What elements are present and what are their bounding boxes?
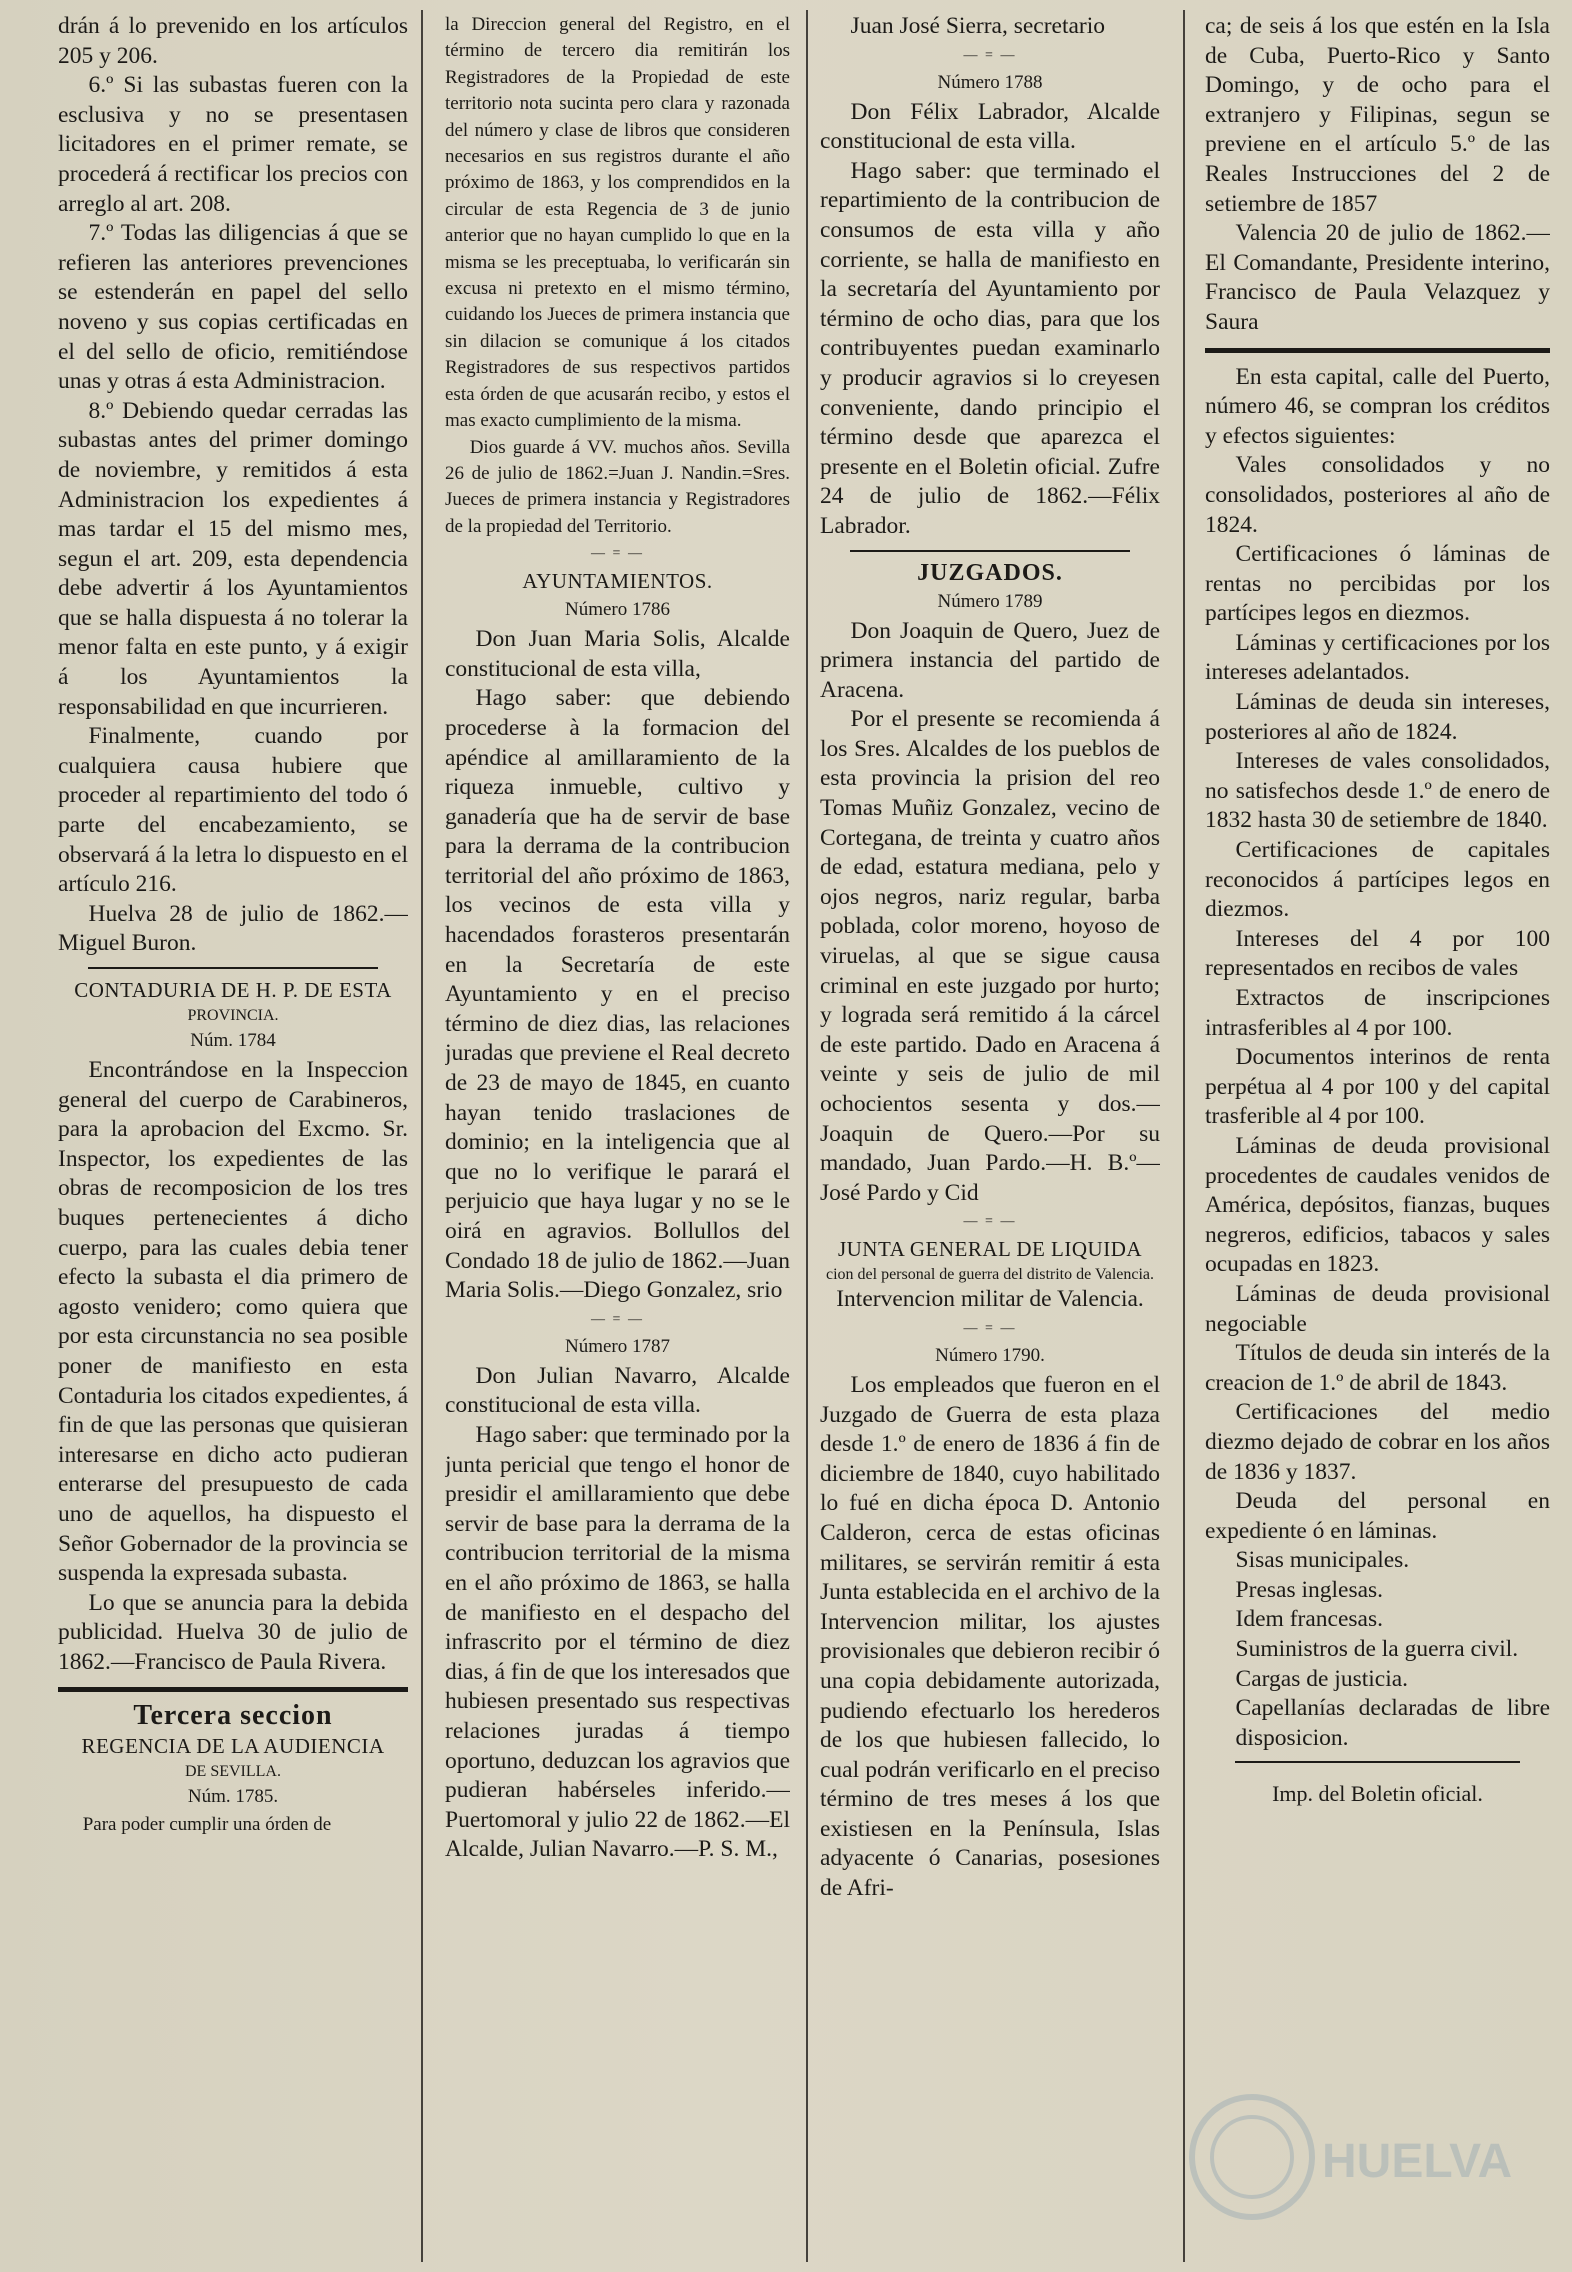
signature-line: Juan José Sierra, secretario [850, 13, 1106, 39]
paragraph: ca; de seis á los que estén en la Isla de Cuba, Puerto-Rico y Santo Domingo, y de ocho para el extranjero y Filipinas, segun se previene en el artículo 5.º de las Reales Instrucciones del 2 de setiembre de 1857 [1205, 13, 1550, 217]
list-item: Láminas de deuda provisional procedentes de caudales venidos de América, depósitos, fianzas, buques negreros, edificios, tabacos y sales ocupadas en 1823. [1205, 1132, 1550, 1278]
list-item: Láminas de deuda provisional negociable [1205, 1280, 1550, 1337]
paragraph: 6.º Si las subastas fueren con la esclusiva y no se presentasen licitadores en el primer remate, se procederá á rectificar los precios con arreglo al art. 208. [58, 72, 408, 217]
imprint: Imp. del Boletin oficial. [1272, 1781, 1483, 1807]
notice-heading: Don Julian Navarro, Alcalde constitucional de esta villa. [445, 1362, 790, 1419]
paragraph: Los empleados que fueron en el Juzgado de Guerra de esta plaza desde 1.º de enero de 1836 á fin de diciembre de 1840, cuyo habilitado lo fué en dicha época D. Antonio Calderon, cerca de estas oficinas militares, se servirán remitir á esta Junta establecida en el archivo de la Intervencion militar, los ajustes provisionales que debieron recibir ó una copia debidamente autorizada, pudiendo efectuarlo los herederos de los que hubiesen fallecido, lo cual podrán verificarlo en el preciso término de tres meses á los que existiesen en la Península, Islas adyacente ó Canarias, posesiones de Afri- [820, 1371, 1160, 1902]
section-subtitle: REGENCIA DE LA AUDIENCIA [81, 1734, 385, 1759]
notice-heading: Don Félix Labrador, Alcalde constitucional de esta villa. [820, 98, 1160, 155]
separator: — = — [591, 546, 644, 562]
list-item: Documentos interinos de renta perpétua al 4 por 100 y del capital trasferible al 4 por 100. [1205, 1044, 1550, 1130]
paragraph: Finalmente, cuando por cualquiera causa hubiere que proceder al repartimiento del todo ó parte del encabezamiento, se observará á la letra lo dispuesto en el artículo 216. [58, 723, 408, 898]
notice-number: Número 1786 [564, 599, 670, 621]
notice-number: Núm. 1784 [190, 1030, 276, 1051]
list-item: Certificaciones del medio diezmo dejado de cobrar en los años de 1836 y 1837. [1205, 1399, 1550, 1485]
section-subtitle: cion del personal de guerra del distrito de Valencia. [825, 1266, 1155, 1284]
signature-line: Huelva 28 de julio de 1862.—Miguel Buron. [58, 900, 408, 957]
notice-number: Número 1787 [564, 1335, 670, 1357]
notice-number: Número 1788 [937, 71, 1043, 93]
paragraph: Hago saber: que terminado por la junta pericial que tengo el honor de presidir el amillaramiento que debe servir de base para la derrama de la contribucion territorial de la misma en el año próximo de 1863, se halla de manifiesto en el despacho del infrascrito por el término de diez dias, á fin de que los interesados que hubiesen presentado sus respectivas relaciones juradas á tiempo oportuno, deduzcan los agravios que pudieran habérseles inferido.—Puertomoral y julio 22 de 1862.—El Alcalde, Julian Navarro.—P. S. M., [445, 1421, 790, 1863]
notice-heading: Don Joaquin de Quero, Juez de primera instancia del partido de Aracena. [820, 617, 1160, 703]
section-title: CONTADURIA DE H. P. DE ESTA [74, 978, 392, 1002]
list-item: Vales consolidados y no consolidados, posteriores al año de 1824. [1205, 452, 1550, 538]
watermark-text: HUELVA [1322, 2135, 1512, 2188]
column-rule [1183, 10, 1185, 2262]
notice-number: Núm. 1785. [187, 1786, 279, 1808]
list-item: Cargas de justicia. [1235, 1665, 1409, 1692]
list-item: Intereses de vales consolidados, no satisfechos desde 1.º de enero de 1832 hasta 30 de setiembre de 1840. [1205, 748, 1550, 834]
section-subtitle: DE SEVILLA. [185, 1763, 281, 1781]
list-item: Sisas municipales. [1235, 1547, 1410, 1574]
column-2 [445, 12, 790, 2260]
section-subtitle: Intervencion militar de Valencia. [836, 1286, 1144, 1313]
column-3 [820, 12, 1160, 2260]
paragraph: Hago saber: que terminado el repartimiento de la contribucion de consumos de esta villa y año corriente, se halla de manifiesto en la secretaría del Ayuntamiento por término de ocho dias, para que los contribuyentes puedan examinarlo y producir agravios si lo creyesen conveniente, dando principio el término desde que aparezca el presente en el Boletin oficial. Zufre 24 de julio de 1862.—Félix Labrador. [820, 157, 1160, 539]
paragraph: Hago saber: que debiendo procederse à la formacion del apéndice al amillaramiento de la riqueza inmueble, cultivo y ganadería que ha de servir de base para la derrama de la contribucion territorial del año próximo de 1863, los vecinos de esta villa y hacendados forasteros presentarán en la Secretaría de este Ayuntamiento y en el preciso término de diez dias, las relaciones juradas que previene el Real decreto de 23 de mayo de 1845, en cuanto hayan tenido traslaciones de dominio; en la inteligencia que al que no lo verifique le parará el perjuicio que haya lugar y no se le oirá en agravios. Bollullos del Condado 18 de julio de 1862.—Juan Maria Solis.—Diego Gonzalez, srio [445, 685, 790, 1304]
separator: — = — [963, 47, 1017, 63]
list-item: Láminas y certificaciones por los intereses adelantados. [1205, 629, 1550, 686]
section-subtitle: PROVINCIA. [187, 1007, 279, 1024]
divider [1235, 1761, 1520, 1763]
section-title: JUNTA GENERAL DE LIQUIDA [837, 1237, 1143, 1262]
paragraph: 8.º Debiendo quedar cerradas las subastas antes del primer domingo de noviembre, y remitidos á esta Administracion los expedientes á mas tardar el 15 del mismo mes, segun el art. 209, esta dependencia debe advertir á los Ayuntamientos que se halla dispuesta á no tolerar la menor falta en este punto, y á exigir á los Ayuntamientos la responsabilidad en que incurrieren. [58, 397, 408, 720]
list-item: Intereses del 4 por 100 representados en recibos de vales [1205, 925, 1550, 982]
list-item: Extractos de inscripciones intrasferibles al 4 por 100. [1205, 985, 1550, 1041]
notice-heading: Don Juan Maria Solis, Alcalde constitucional de esta villa, [445, 626, 790, 682]
section-title: JUZGADOS. [917, 559, 1063, 586]
paragraph: Encontrándose en la Inspeccion general del cuerpo de Carabineros, para la aprobacion del Excmo. Sr. Inspector, los expedientes de las obras de recomposicion de los tres buques pertenecientes á dicho cuerpo, para las cuales debia tener efecto la subasta el dia primero de agosto venidero; como quiera que por esta circunstancia no sea posible poner de manifiesto en esta Contaduria los citados expedientes, á fin de que las personas que quisieran interesarse en dicho acto pudieran enterarse del presupuesto de cada uno de aquellos, ha dispuesto el Señor Gobernador de la provincia se suspenda la expresada subasta. [58, 1057, 408, 1587]
column-rule [421, 10, 423, 2262]
divider [850, 550, 1130, 552]
divider [88, 967, 378, 969]
list-item: Capellanías declaradas de libre disposicion. [1235, 1695, 1550, 1751]
divider [58, 1687, 408, 1692]
paragraph: Para poder cumplir una órden de [82, 1814, 332, 1836]
section-title: Tercera seccion [133, 1700, 333, 1732]
list-item: Certificaciones ó láminas de rentas no percibidas por los partícipes legos en diezmos. [1205, 541, 1550, 627]
list-item: Títulos de deuda sin interés de la creacion de 1.º de abril de 1843. [1205, 1340, 1550, 1396]
separator: — = — [591, 1311, 644, 1327]
paragraph: 7.º Todas las diligencias á que se refieren las anteriores prevenciones se estenderán en papel del sello noveno y sus copias certificadas en el del sello de oficio, remitiéndose unas y otras á esta Administracion. [58, 220, 408, 395]
notice-number: Número 1790. [935, 1344, 1045, 1366]
column-4 [1205, 12, 1550, 2260]
list-item: Certificaciones de capitales reconocidos á partícipes legos en diezmos. [1205, 837, 1550, 923]
column-1 [58, 12, 408, 2260]
list-item: Deuda del personal en expediente ó en láminas. [1205, 1488, 1550, 1544]
paragraph: drán á lo prevenido en los artículos 205 y 206. [58, 13, 408, 69]
separator: — = — [963, 1320, 1017, 1336]
list-item: Suministros de la guerra civil. [1235, 1636, 1519, 1663]
paragraph: Lo que se anuncia para la debida publicidad. Huelva 30 de julio de 1862.—Francisco de Paula Rivera. [58, 1589, 408, 1675]
watermark-logo-icon [1182, 2062, 1512, 2252]
paragraph: Por el presente se recomienda á los Sres. Alcaldes de los pueblos de esta provincia la prision del reo Tomas Muñiz Gonzalez, vecino de Cortegana, de treinta y cuatro años de edad, estatura mediana, pelo y ojos negros, nariz regular, barba poblada, color moreno, hoyoso de viruelas, al que se sigue causa criminal en este juzgado por hurto; y lograda será remitido á la cárcel de este partido. Dado en Aracena á veinte y seis de julio de mil ochocientos sesenta y dos.—Joaquin de Quero.—Por su mandado, Juan Pardo.—H. B.º—José Pardo y Cid [820, 706, 1160, 1206]
separator: — = — [963, 1214, 1017, 1230]
divider [1205, 348, 1550, 353]
signature-line: Valencia 20 de julio de 1862.—El Comandante, Presidente interino, Francisco de Paula Velazquez y Saura [1205, 220, 1550, 335]
signature-line: Dios guarde á VV. muchos años. Sevilla 26 de julio de 1862.=Juan J. Nandin.=Sres. Jueces de primera instancia y Registradores de la propiedad del Territorio. [445, 436, 790, 537]
paragraph: la Direccion general del Registro, en el término de tercero dia remitirán los Registradores de la Propiedad de este territorio nota sucinta pero clara y razonada del número y clase de libros que consideren necesarios en sus registros durante el año próximo de 1863, y los comprendidos en la circular de esta Regencia de 3 de junio anterior que no hayan cumplido lo que en la misma se les preceptuaba, lo verificarán sin excusa ni pretexto en el mismo término, cuidando los Jueces de primera instancia que sin dilacion se comunique á los citados Registradores de sus respectivos partidos esta órden de que acusarán recibo, y estos el mas exacto cumplimiento de la misma. [445, 14, 790, 432]
watermark-stamp [1182, 2062, 1512, 2252]
list-item: Láminas de deuda sin intereses, posteriores al año de 1824. [1205, 689, 1550, 745]
list-item: Presas inglesas. [1235, 1576, 1384, 1603]
paragraph: En esta capital, calle del Puerto, número 46, se compran los créditos y efectos siguientes: [1205, 363, 1550, 449]
column-rule [806, 10, 808, 2262]
section-title: AYUNTAMIENTOS. [522, 569, 713, 594]
list-item: Idem francesas. [1235, 1606, 1383, 1633]
notice-number: Número 1789 [937, 590, 1043, 612]
